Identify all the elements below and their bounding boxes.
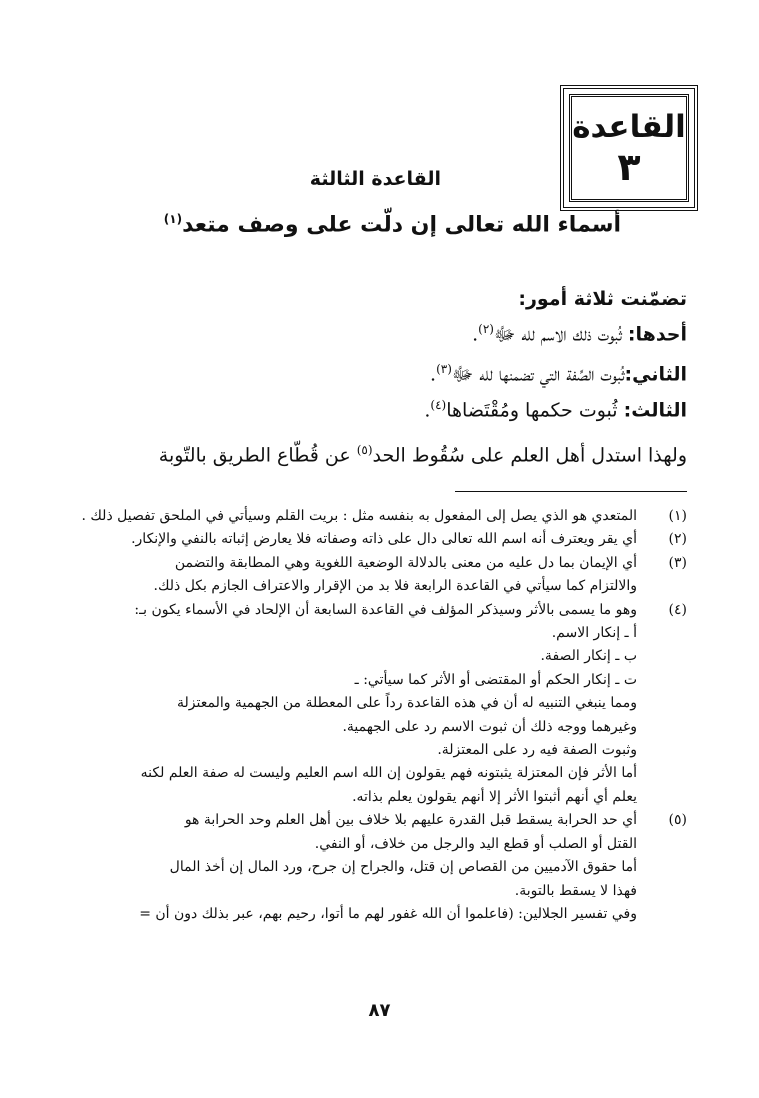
footnote-5 [70,809,687,926]
body-item-end: . [472,323,479,346]
footnote-line: يعلم أي أنهم أثبتوا الأثر إلا أنهم يقولون يعلم بذاته. [352,788,637,805]
rule-subtitle [164,212,621,237]
footnote-line: وهو ما يسمى بالأثر وسيذكر المؤلف في القاعدة السابعة أن الإلحاد في الأسماء يكون بـ: [134,601,637,618]
body-item-first [472,322,687,350]
footnote-ref-2: (٢) [478,322,494,336]
footnote-1 [70,505,687,528]
footnote-2 [70,528,687,551]
footnote-line: أ ـ إنكار الاسم. [551,625,637,642]
footnote-line: أي يقر ويعترف أنه اسم الله تعالى دال على ذاته وصفاته فلا يعارض إثباته بالنفي والإنكار. [131,531,637,548]
footnote-line: المتعدي هو الذي يصل إلى المفعول به بنفسه مثل : بريت القلم وسيأتي في الملحق تفصيل ذلك . [81,508,637,524]
footnote-line: ب ـ إنكار الصفة. [540,648,637,665]
body-intro-text: تضمّنت ثلاثة أمور: [518,288,687,310]
page-number: ٨٧ [368,1000,391,1021]
footnote-line: وفي تفسير الجلالين: (فاعلموا أن الله غفور لهم ما أتوا، رحيم بهم، عبر بذلك دون أن = [139,905,637,922]
body-closing [159,443,687,466]
footnote-line: ومما ينبغي التنبيه له أن في هذه القاعدة رداً على المعطلة من الجهمية والمعتزلة [177,695,637,712]
footnote-line: والالتزام كما سيأتي في القاعدة الرابعة فلا بد من الإقرار والاعتراف الجازم بكل ذلك. [153,578,637,595]
rule-badge-number: ٣ [617,145,641,189]
rule-subtitle-text: أسماء الله تعالى إن دلّت على وصف متعد [182,212,621,238]
body-item-third [424,398,687,421]
body-item-end: . [430,363,437,386]
body-closing-before: ولهذا استدل أهل العلم على سُقُوط الحد [372,444,687,467]
footnote-ref-5: (٥) [356,443,373,457]
footnote-line: القتل أو الصلب أو قطع اليد والرجل من خلاف، أو النفي. [314,835,637,852]
body-item-text: ثُبوت حكمها ومُقْتَضاها [446,399,624,422]
body-item-text: ثُبوت الصِّفة التي تضمنها لله ﷻ [451,363,625,386]
footnote-4 [70,599,687,810]
footnote-number: (٥) [668,812,687,829]
footnote-ref-1: (١) [163,212,183,226]
footnote-number: (٤) [668,601,687,618]
body-item-end: . [424,399,431,422]
body-intro [518,288,687,310]
footnotes [70,505,687,926]
rule-title: القاعدة الثالثة [309,168,441,190]
body-item-label: الثالث: [623,399,687,422]
footnote-line: ت ـ إنكار الحكم أو المقتضى أو الأثر كما سيأتي: ـ [354,671,637,688]
rule-badge-word: القاعدة [572,109,686,145]
footnote-ref-4: (٤) [430,398,447,412]
footnote-3 [70,552,687,599]
rule-badge [560,85,698,211]
rule-badge-inner [569,94,689,202]
footnote-divider [455,491,687,492]
body-item-text: ثُبوت ذلك الاسم لله ﷻ [493,323,628,346]
footnote-number: (٣) [668,554,687,571]
body-item-second [430,362,687,390]
footnote-number: (١) [668,508,687,524]
body-item-label: الثاني: [624,363,687,386]
footnote-line: أما الأثر فإن المعتزلة يثبتونه فهم يقولون إن الله اسم العليم وليست له صفة العلم لكنه [140,765,637,782]
footnote-line: وثبوت الصفة فيه رد على المعتزلة. [437,742,637,759]
footnote-number: (٢) [668,531,687,548]
body-item-label: أحدها: [627,323,687,346]
footnote-line: أي الإيمان بما دل عليه من معنى بالدلالة الوضعية اللغوية وهي المطابقة والتضمن [174,554,637,571]
footnote-ref-3: (٣) [436,362,452,376]
footnote-line: وغيرهما ووجه ذلك أن ثبوت الاسم رد على الجهمية. [342,718,637,735]
body-closing-after: عن قُطّاع الطريق بالتّوبة [158,444,357,467]
footnote-line: أما حقوق الآدميين من القصاص إن قتل، والجراح إن جرح، ورد المال إن أخذ المال [169,859,637,876]
footnote-line: أي حد الحرابة يسقط قبل القدرة عليهم بلا خلاف بين أهل العلم وحد الحرابة هو [184,812,637,829]
footnote-line: فهذا لا يسقط بالتوبة. [514,882,637,899]
